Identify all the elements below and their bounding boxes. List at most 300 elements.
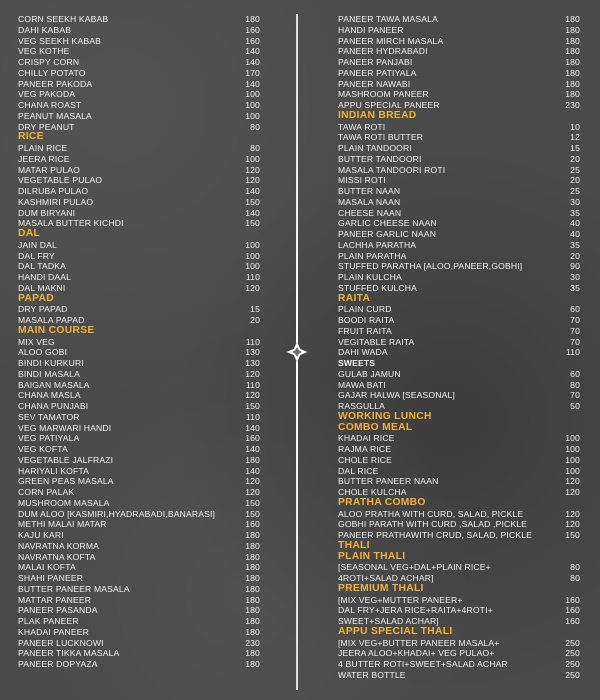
menu-item-name: VEGETABLE JALFRAZI	[18, 454, 114, 465]
menu-item-price: 140	[245, 465, 260, 476]
menu-item-name: BINDI MASALA	[18, 368, 80, 379]
menu-item-name: STUFFED KULCHA	[338, 282, 417, 293]
menu-item-price: 50	[570, 401, 580, 411]
menu-item	[18, 552, 260, 563]
menu-item-price: 110	[245, 336, 260, 347]
menu-item-name: PLAIN KULCHA	[338, 272, 402, 282]
menu-item-name: PLAIN RICE	[18, 143, 68, 153]
section-heading	[338, 552, 580, 563]
left-menu-column	[18, 14, 260, 670]
menu-item-name: MASALA PAPAD	[18, 315, 85, 325]
menu-item-name: DAL RICE	[338, 465, 379, 476]
section-title: RICE	[18, 131, 44, 143]
menu-item	[338, 444, 580, 455]
menu-item-price: 110	[245, 379, 260, 390]
menu-item-price: 140	[245, 444, 260, 454]
menu-item-price: 140	[245, 422, 260, 433]
menu-item-name: PANEER PATIYALA	[338, 67, 417, 78]
menu-item	[338, 337, 580, 348]
menu-item-price: 25	[570, 186, 580, 196]
menu-item-price: 180	[245, 454, 260, 465]
menu-item-name: HANDI PANEER	[338, 24, 404, 35]
menu-item-price: 140	[245, 46, 260, 57]
menu-item-name: PANEER PASANDA	[18, 605, 98, 616]
menu-item-name: CORN SEEKH KABAB	[18, 14, 109, 24]
menu-item-price: 150	[565, 530, 580, 540]
menu-item-price: 120	[565, 508, 580, 519]
menu-item-name: CHEESE NAAN	[338, 207, 402, 218]
menu-item-price: 140	[245, 186, 260, 196]
menu-item-price: 180	[245, 616, 260, 626]
section-title: RAITA	[338, 292, 371, 304]
menu-item	[18, 659, 260, 670]
menu-item-name: VEG KOFTA	[18, 444, 68, 454]
menu-item	[18, 573, 260, 584]
menu-item	[338, 57, 580, 68]
section-title: APPU SPECIAL THALI	[338, 625, 453, 637]
menu-item	[18, 562, 260, 573]
menu-item-name: DAL FRY+JERA RICE+RAITA+4ROTI+	[338, 605, 493, 616]
menu-item-name: GULAB JAMUN	[338, 368, 401, 379]
menu-item-name: DAHI WADA	[338, 347, 388, 358]
menu-item	[338, 143, 580, 154]
menu-item-price: 180	[245, 648, 260, 659]
section-title: THALI	[338, 539, 370, 551]
section-heading	[18, 294, 260, 305]
menu-item	[338, 46, 580, 57]
menu-item	[338, 670, 580, 681]
menu-item-price: 120	[565, 487, 580, 497]
menu-item-name: RASGULLA	[338, 401, 386, 411]
menu-item-name: FRUIT RAITA	[338, 325, 392, 336]
menu-item	[18, 401, 260, 412]
menu-item	[338, 89, 580, 100]
section-heading	[338, 412, 580, 423]
menu-item-name: MATTAR PANEER	[18, 594, 92, 605]
menu-item-name: SWEET+SALAD ACHAR]	[338, 616, 439, 626]
menu-item-name: JEERA ALOO+KHADAI+ VEG PULAO+	[338, 648, 495, 659]
menu-item	[18, 337, 260, 348]
menu-item-price: 100	[565, 444, 580, 454]
menu-item-price: 80	[570, 573, 580, 583]
section-title: MAIN COURSE	[18, 324, 95, 336]
menu-item-price: 180	[245, 583, 260, 594]
menu-item-name: KHADAI PANEER	[18, 626, 90, 637]
menu-item-price: 100	[245, 100, 260, 110]
menu-item-name: KAJU KARI	[18, 530, 64, 540]
menu-item	[338, 122, 580, 133]
menu-item-price: 250	[565, 659, 580, 669]
menu-item	[338, 509, 580, 520]
menu-item-name: ALOO GOBI	[18, 347, 68, 358]
menu-item	[338, 154, 580, 165]
menu-item	[18, 347, 260, 358]
menu-item	[338, 390, 580, 401]
menu-item	[18, 14, 260, 25]
menu-item-price: 40	[570, 229, 580, 239]
menu-item-price: 110	[565, 347, 580, 358]
menu-item-price: 130	[245, 358, 260, 368]
menu-item	[18, 165, 260, 176]
menu-item-name: MALAI KOFTA	[18, 562, 76, 573]
menu-item	[18, 208, 260, 219]
menu-item	[338, 165, 580, 176]
menu-item	[18, 100, 260, 111]
menu-item	[338, 369, 580, 380]
menu-item-price: 230	[245, 637, 260, 648]
menu-item-name: PANEER MIRCH MASALA	[338, 35, 444, 46]
menu-item-price: 120	[245, 390, 260, 401]
menu-item	[18, 638, 260, 649]
menu-item-name: VEG KOTHE	[18, 46, 70, 57]
menu-item-price: 150	[245, 497, 260, 508]
menu-item-price: 80	[250, 143, 260, 153]
menu-item-price: 180	[245, 551, 260, 562]
menu-item	[18, 509, 260, 520]
menu-item-price: 160	[565, 605, 580, 616]
menu-item-price: 80	[570, 562, 580, 573]
menu-item	[18, 605, 260, 616]
menu-item	[338, 283, 580, 294]
menu-item-price: 180	[245, 605, 260, 616]
menu-item-name: BUTTER PANEER NAAN	[338, 476, 439, 487]
menu-item-name: DAL MAKNI	[18, 282, 66, 293]
menu-item-name: TAWA ROTI BUTTER	[338, 132, 424, 143]
menu-item	[18, 433, 260, 444]
menu-item-name: BAIGAN MASALA	[18, 379, 90, 390]
menu-item	[338, 659, 580, 670]
menu-item	[18, 111, 260, 122]
menu-item-price: 160	[565, 594, 580, 605]
menu-item-price: 250	[565, 669, 580, 680]
menu-item	[18, 143, 260, 154]
menu-item-price: 180	[565, 46, 580, 57]
menu-item-price: 180	[245, 540, 260, 551]
section-heading	[18, 229, 260, 240]
menu-item	[18, 251, 260, 262]
menu-item	[338, 347, 580, 358]
menu-item-name: GAJAR HALWA [SEASONAL]	[338, 390, 455, 401]
menu-item	[18, 595, 260, 606]
menu-item-name: BOODI RAITA	[338, 315, 395, 325]
menu-item-price: 160	[245, 433, 260, 444]
menu-item-price: 35	[570, 239, 580, 250]
menu-item-price: 90	[570, 261, 580, 272]
menu-item-price: 40	[570, 218, 580, 229]
menu-item-price: 15	[250, 304, 260, 315]
menu-item	[338, 175, 580, 186]
menu-item	[18, 175, 260, 186]
menu-item-name: [SEASONAL VEG+DAL+PLAIN RICE+	[338, 562, 491, 573]
menu-item-price: 120	[245, 368, 260, 379]
menu-item-price: 100	[565, 454, 580, 465]
menu-item-price: 180	[565, 67, 580, 78]
menu-item-name: DAHI KABAB	[18, 24, 72, 35]
menu-item	[18, 154, 260, 165]
menu-item	[338, 261, 580, 272]
menu-item-price: 100	[245, 110, 260, 121]
menu-item	[18, 218, 260, 229]
menu-item-price: 160	[245, 519, 260, 530]
menu-item	[18, 46, 260, 57]
menu-item-name: KASHMIRI PULAO	[18, 196, 94, 207]
menu-item-name: BUTTER TANDOORI	[338, 153, 422, 164]
menu-item-name: MATAR PULAO	[18, 164, 80, 175]
menu-item-price: 120	[245, 175, 260, 186]
menu-item-price: 60	[570, 304, 580, 315]
menu-item-name: [MIX VEG+BUTTER PANEER MASALA+	[338, 637, 500, 648]
menu-item-price: 10	[570, 121, 580, 132]
section-heading	[338, 541, 580, 552]
menu-item	[338, 433, 580, 444]
menu-item	[18, 25, 260, 36]
menu-item	[18, 530, 260, 541]
menu-item	[18, 466, 260, 477]
menu-item	[18, 79, 260, 90]
menu-item-name: VEG PAKODA	[18, 89, 76, 100]
menu-item-price: 150	[245, 196, 260, 207]
menu-item	[18, 283, 260, 294]
menu-item	[338, 562, 580, 573]
menu-item-price: 100	[565, 465, 580, 476]
menu-item-name: MAWA BATI	[338, 379, 386, 390]
menu-item	[18, 487, 260, 498]
menu-item	[338, 14, 580, 25]
menu-item	[338, 240, 580, 251]
menu-item-name: PLAIN TANDOORI	[338, 143, 412, 153]
menu-item-name: DRY PEANUT	[18, 121, 75, 132]
menu-item	[18, 519, 260, 530]
menu-item	[338, 380, 580, 391]
section-subheading	[338, 358, 580, 369]
menu-item-price: 180	[245, 659, 260, 669]
menu-item-price: 230	[565, 100, 580, 110]
menu-item	[338, 79, 580, 90]
menu-item	[18, 272, 260, 283]
menu-item-price: 180	[565, 89, 580, 100]
menu-item-price: 120	[565, 519, 580, 530]
section-title: DAL	[18, 228, 41, 239]
menu-item	[338, 229, 580, 240]
menu-item	[18, 261, 260, 272]
menu-item-price: 20	[250, 315, 260, 325]
menu-item-name: PANEER GARLIC NAAN	[338, 229, 437, 239]
menu-item-name: PANEER HYDRABADI	[338, 46, 428, 57]
menu-item-name: MASHROOM PANEER	[338, 89, 429, 100]
menu-item	[338, 208, 580, 219]
menu-item-price: 60	[570, 368, 580, 379]
menu-item-price: 100	[245, 250, 260, 261]
menu-item-price: 25	[570, 164, 580, 175]
menu-item-name: VEG PATIYALA	[18, 433, 80, 444]
section-heading	[338, 423, 580, 434]
section-title: PRATHA COMBO	[338, 496, 426, 508]
menu-item-price: 160	[245, 24, 260, 35]
menu-item-price: 140	[245, 57, 260, 67]
menu-item-name: DRY PAPAD	[18, 304, 68, 315]
menu-item-price: 20	[570, 175, 580, 186]
menu-item-name: DUM BIRYANI	[18, 207, 76, 218]
menu-item-name: CHANA ROAST	[18, 100, 82, 110]
menu-item-price: 250	[565, 637, 580, 648]
menu-item-price: 30	[570, 196, 580, 207]
menu-item	[338, 218, 580, 229]
menu-item-name: MISSI ROTI	[338, 175, 386, 186]
menu-item-price: 20	[570, 250, 580, 261]
menu-item	[18, 240, 260, 251]
menu-item-name: SEV TAMATOR	[18, 411, 80, 422]
menu-item	[18, 412, 260, 423]
menu-item	[338, 251, 580, 262]
menu-item-name: VEGETABLE PULAO	[18, 175, 103, 186]
section-title: COMBO MEAL	[338, 421, 413, 433]
menu-item	[18, 68, 260, 79]
menu-item-name: CHANA MASLA	[18, 390, 81, 401]
menu-item	[338, 638, 580, 649]
menu-item	[18, 444, 260, 455]
menu-item-name: 4 BUTTER ROTI+SWEET+SALAD ACHAR	[338, 659, 508, 669]
menu-item-name: BUTTER NAAN	[338, 186, 401, 196]
menu-item	[338, 68, 580, 79]
menu-item-price: 180	[565, 57, 580, 67]
menu-item	[18, 390, 260, 401]
menu-item	[338, 476, 580, 487]
menu-item-name: TAWA ROTI	[338, 121, 386, 132]
menu-item	[338, 272, 580, 283]
menu-item-name: MIX VEG	[18, 336, 55, 347]
menu-item-price: 110	[245, 272, 260, 282]
menu-item-name: BUTTER PANEER MASALA	[18, 583, 130, 594]
menu-item-name: CHANA PUNJABI	[18, 401, 89, 411]
diamond-ornament-icon	[286, 341, 308, 363]
menu-item-price: 80	[250, 121, 260, 132]
menu-item-name: ALOO PRATHA WITH CURD, SALAD, PICKLE	[338, 508, 524, 519]
menu-item-name: CORN PALAK	[18, 487, 75, 497]
menu-item	[338, 648, 580, 659]
menu-item-name: [MIX VEG+MUTTER PANEER+	[338, 594, 463, 605]
menu-item	[338, 519, 580, 530]
menu-item	[338, 455, 580, 466]
menu-item	[18, 122, 260, 133]
section-title: PREMIUM THALI	[338, 582, 424, 594]
menu-item-name: CHILLY POTATO	[18, 67, 86, 78]
menu-item	[338, 595, 580, 606]
menu-item-name: PANEER NAWABI	[338, 78, 411, 89]
menu-item	[18, 197, 260, 208]
menu-item-name: PLAIN CURD	[338, 304, 392, 315]
menu-item	[338, 197, 580, 208]
menu-item-price: 70	[570, 390, 580, 401]
menu-item-name: CRISPY CORN	[18, 57, 80, 67]
menu-item	[18, 584, 260, 595]
menu-item	[18, 304, 260, 315]
menu-item	[18, 648, 260, 659]
menu-item-price: 120	[245, 282, 260, 293]
menu-item-name: METHI MALAI MATAR	[18, 519, 107, 530]
menu-item-price: 180	[565, 24, 580, 35]
menu-item-price: 100	[565, 433, 580, 444]
menu-item-price: 150	[245, 218, 260, 229]
menu-item-price: 170	[245, 67, 260, 78]
menu-item-price: 80	[570, 379, 580, 390]
menu-item	[18, 369, 260, 380]
menu-item-name: DILRUBA PULAO	[18, 186, 89, 196]
menu-item-price: 140	[245, 207, 260, 218]
menu-item-price: 100	[245, 239, 260, 250]
menu-item-name: CHOLE KULCHA	[338, 487, 407, 497]
menu-item	[18, 476, 260, 487]
section-heading	[18, 132, 260, 143]
menu-item-price: 120	[245, 476, 260, 487]
menu-item-price: 15	[570, 143, 580, 153]
section-heading	[338, 627, 580, 638]
menu-item-price: 160	[565, 616, 580, 626]
menu-item-name: PANEER DOPYAZA	[18, 659, 98, 669]
menu-item-price: 160	[245, 35, 260, 46]
menu-item-name: PLAIN PARATHA	[338, 250, 407, 261]
section-heading	[18, 326, 260, 337]
menu-item-name: 4ROTI+SALAD ACHAR]	[338, 573, 434, 583]
menu-item-name: WATER BOTTLE	[338, 669, 406, 680]
menu-item-name: MASALA NAAN	[338, 196, 401, 207]
menu-item-name: SHAHI PANEER	[18, 573, 84, 583]
menu-item	[18, 498, 260, 509]
menu-item	[338, 530, 580, 541]
menu-item-price: 180	[245, 14, 260, 24]
menu-item-price: 30	[570, 272, 580, 282]
section-title: SWEETS	[338, 358, 376, 368]
section-title: PAPAD	[18, 292, 55, 304]
menu-item-name: GARLIC CHEESE NAAN	[338, 218, 437, 229]
menu-item-price: 140	[245, 78, 260, 89]
right-menu-column	[338, 14, 580, 681]
menu-item-name: PANEER LUCKNOWI	[18, 637, 104, 648]
menu-item	[338, 315, 580, 326]
section-title: INDIAN BREAD	[338, 109, 417, 121]
section-heading	[338, 498, 580, 509]
menu-item	[338, 326, 580, 337]
menu-item	[338, 304, 580, 315]
menu-item-name: VEG MARWARI HANDI	[18, 422, 112, 433]
menu-item	[18, 186, 260, 197]
menu-item-name: HARIYALI KOFTA	[18, 465, 90, 476]
menu-item	[338, 25, 580, 36]
menu-item-name: LACHHA PARATHA	[338, 239, 417, 250]
menu-item	[18, 423, 260, 434]
menu-item-name: JEERA RICE	[18, 153, 70, 164]
menu-item-price: 150	[245, 508, 260, 519]
menu-item-name: PLAK PANEER	[18, 616, 79, 626]
menu-item-price: 120	[245, 487, 260, 497]
menu-item-price: 180	[565, 78, 580, 89]
menu-item	[18, 380, 260, 391]
menu-item-price: 20	[570, 153, 580, 164]
menu-item	[338, 186, 580, 197]
menu-item-price: 250	[565, 648, 580, 659]
menu-item-name: HANDI DAAL	[18, 272, 72, 282]
menu-item-name: MASALA BUTTER KICHDI	[18, 218, 124, 229]
menu-item	[18, 627, 260, 638]
section-heading	[338, 584, 580, 595]
menu-item-price: 70	[570, 336, 580, 347]
menu-item-name: PANEER TAWA MASALA	[338, 14, 438, 24]
menu-item-name: GOBHI PARATH WITH CURD ,SALAD ,PICKLE	[338, 519, 528, 530]
menu-item-price: 120	[245, 164, 260, 175]
menu-item-name: PANEER PAKODA	[18, 78, 93, 89]
menu-item-price: 35	[570, 207, 580, 218]
menu-item-name: DAL FRY	[18, 250, 55, 261]
section-title: PLAIN THALI	[338, 550, 406, 562]
